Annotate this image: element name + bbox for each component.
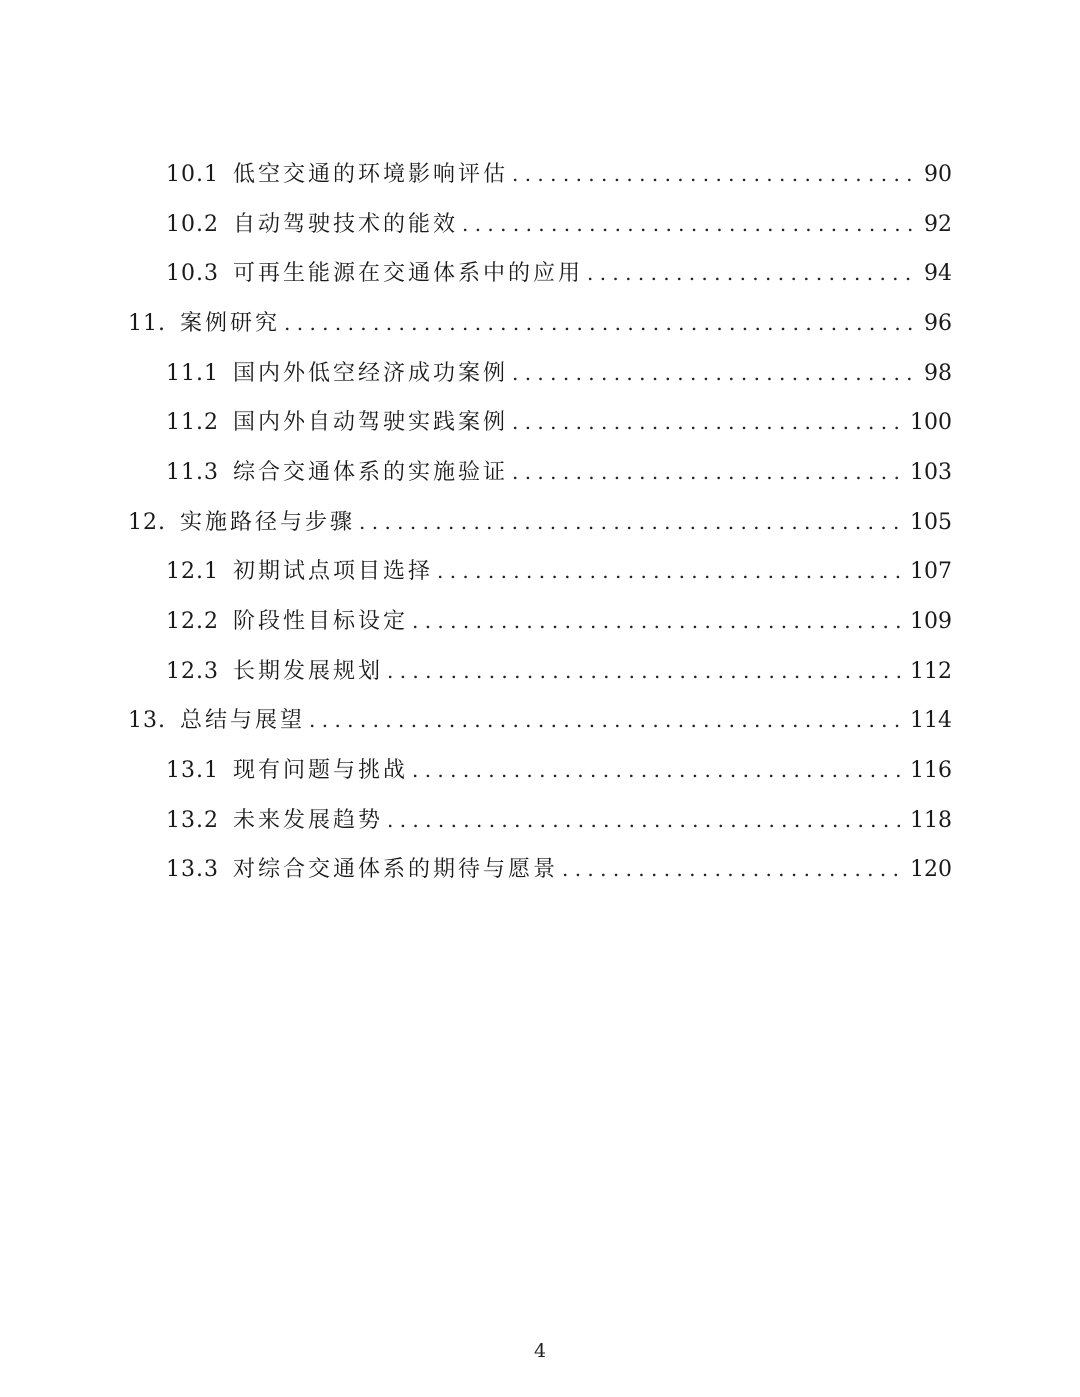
table-of-contents: [0, 150, 1080, 895]
toc-entry-title: 国内外低空经济成功案例: [232, 360, 508, 386]
toc-entry-line: [0, 310, 952, 336]
toc-entry-page: 90: [924, 161, 952, 187]
toc-entry-page: 112: [910, 658, 952, 684]
toc-dot-leader: [562, 859, 904, 879]
toc-section-entry[interactable]: [0, 349, 1080, 399]
toc-entry-line: [0, 161, 952, 187]
toc-section-entry[interactable]: [0, 846, 1080, 896]
toc-entry-line: [0, 611, 952, 633]
toc-section-entry[interactable]: [0, 746, 1080, 796]
toc-entry-page: 116: [910, 758, 952, 784]
toc-dot-leader: [512, 412, 904, 432]
toc-dot-leader: [587, 263, 912, 283]
toc-entry-title: 总结与展望: [180, 708, 306, 734]
toc-entry-number: 11.1: [166, 360, 219, 386]
toc-entry-page: 114: [910, 708, 952, 734]
toc-section-entry[interactable]: [0, 150, 1080, 200]
toc-entry-number: 11.: [128, 310, 166, 336]
toc-entry-title: 初期试点项目选择: [232, 559, 433, 585]
toc-entry-line: [0, 211, 952, 237]
toc-chapter-entry[interactable]: [0, 299, 1080, 349]
toc-entry-number: 11.2: [166, 410, 219, 436]
toc-entry-number: 11.3: [166, 459, 219, 485]
toc-entry-page: 98: [924, 360, 952, 386]
toc-entry-number: 10.1: [166, 161, 219, 187]
toc-entry-title: 可再生能源在交通体系中的应用: [232, 261, 583, 287]
toc-entry-title: 低空交通的环境影响评估: [232, 161, 508, 187]
toc-dot-leader: [462, 214, 912, 234]
toc-entry-line: [0, 859, 952, 881]
toc-entry-title: 对综合交通体系的期待与愿景: [232, 857, 558, 883]
toc-entry-title: 综合交通体系的实施验证: [232, 459, 508, 485]
toc-dot-leader: [437, 561, 904, 581]
toc-entry-page: 120: [910, 857, 952, 883]
toc-section-entry[interactable]: [0, 249, 1080, 299]
toc-entry-page: 105: [910, 509, 952, 535]
toc-entry-title: 未来发展趋势: [232, 807, 383, 833]
toc-entry-title: 国内外自动驾驶实践案例: [232, 410, 508, 436]
toc-entry-line: [0, 360, 952, 386]
toc-entry-line: [0, 561, 952, 583]
toc-entry-line: [0, 263, 952, 285]
toc-entry-number: 12.: [128, 509, 166, 535]
toc-dot-leader: [512, 363, 912, 383]
toc-section-entry[interactable]: [0, 647, 1080, 697]
toc-entry-page: 96: [924, 310, 952, 336]
toc-chapter-entry[interactable]: [0, 498, 1080, 548]
toc-entry-title: 现有问题与挑战: [232, 758, 408, 784]
toc-entry-number: 13.1: [166, 758, 219, 784]
toc-entry-line: [0, 509, 952, 535]
toc-entry-number: 13.: [128, 708, 166, 734]
toc-entry-number: 12.1: [166, 559, 219, 585]
toc-entry-number: 10.2: [166, 211, 219, 237]
toc-dot-leader: [309, 710, 904, 730]
toc-dot-leader: [412, 611, 904, 631]
toc-section-entry[interactable]: [0, 796, 1080, 846]
toc-entry-title: 阶段性目标设定: [232, 609, 408, 635]
toc-dot-leader: [512, 462, 904, 482]
toc-entry-page: 109: [910, 609, 952, 635]
toc-dot-leader: [512, 164, 912, 184]
toc-section-entry[interactable]: [0, 448, 1080, 498]
toc-dot-leader: [412, 760, 904, 780]
toc-entry-number: 10.3: [166, 261, 219, 287]
toc-entry-number: 13.3: [166, 857, 219, 883]
toc-entry-number: 12.2: [166, 609, 219, 635]
toc-entry-number: 13.2: [166, 807, 219, 833]
toc-entry-number: 12.3: [166, 658, 219, 684]
toc-entry-title: 长期发展规划: [232, 658, 383, 684]
toc-entry-title: 案例研究: [180, 310, 281, 336]
toc-entry-title: 自动驾驶技术的能效: [232, 211, 458, 237]
toc-entry-page: 100: [910, 410, 952, 436]
toc-dot-leader: [284, 313, 912, 333]
toc-entry-line: [0, 459, 952, 485]
toc-section-entry[interactable]: [0, 548, 1080, 598]
toc-entry-line: [0, 412, 952, 434]
toc-dot-leader: [387, 661, 904, 681]
toc-entry-page: 107: [910, 559, 952, 585]
toc-entry-line: [0, 760, 952, 782]
toc-dot-leader: [387, 810, 904, 830]
page-number: 4: [533, 1340, 547, 1362]
toc-entry-page: 94: [924, 261, 952, 287]
toc-entry-title: 实施路径与步骤: [180, 509, 356, 535]
toc-entry-line: [0, 807, 952, 833]
toc-section-entry[interactable]: [0, 398, 1080, 448]
toc-entry-page: 118: [910, 807, 952, 833]
toc-section-entry[interactable]: [0, 597, 1080, 647]
toc-section-entry[interactable]: [0, 200, 1080, 250]
toc-entry-page: 92: [924, 211, 952, 237]
toc-entry-page: 103: [910, 459, 952, 485]
toc-entry-line: [0, 710, 952, 732]
toc-entry-line: [0, 658, 952, 684]
toc-chapter-entry[interactable]: [0, 697, 1080, 747]
toc-dot-leader: [359, 512, 904, 532]
